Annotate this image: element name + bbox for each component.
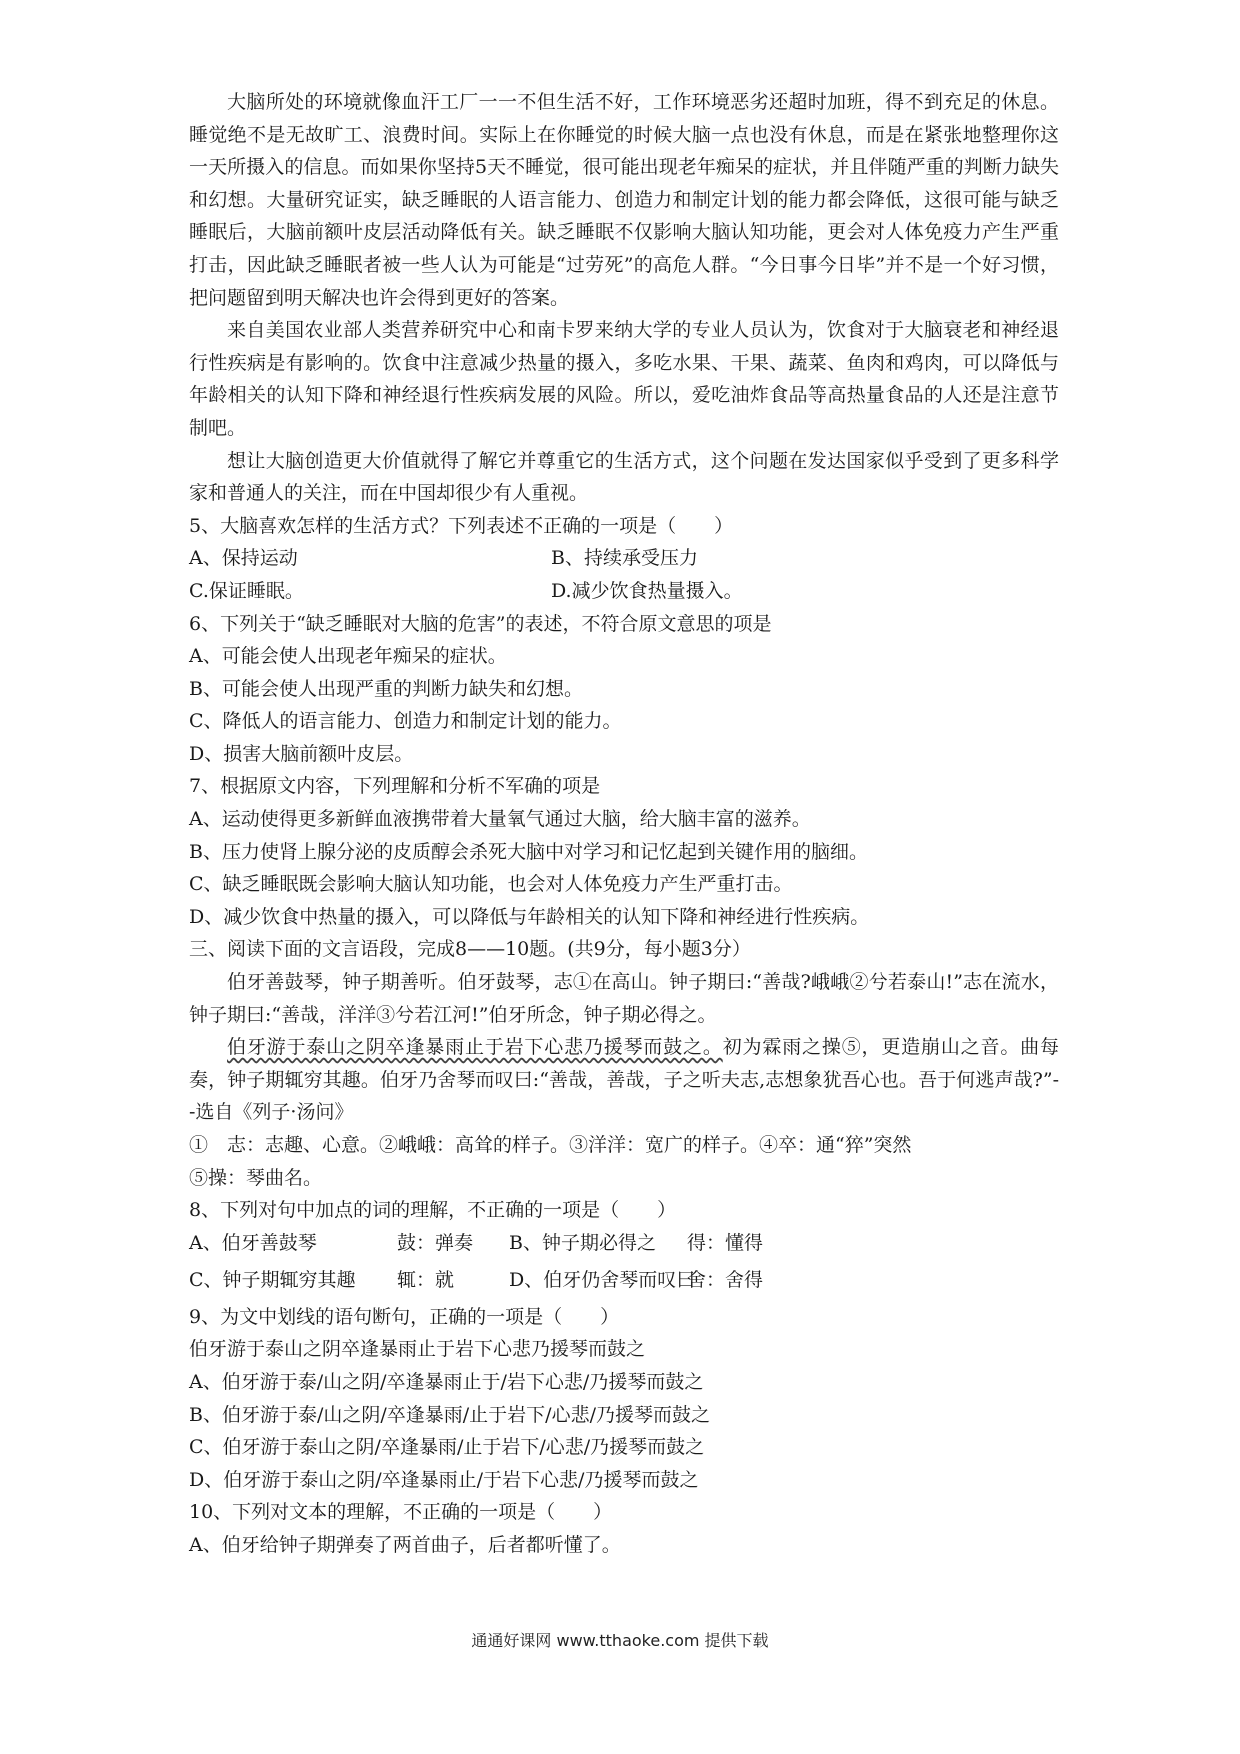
passage-paragraph-2: 来自美国农业部人类营养研究中心和南卡罗来纳大学的专业人员认为，饮食对于大脑衰老和神经退行性疾病是有影响的。饮食中注意减少热量的摄入，多吃水果、干果、蔬菜、鱼肉和鸡肉，可以降低与年龄相关的认知下降和神经退行性疾病发展的风险。所以，爱吃油炸食品等高热量食品的人还是注意节制吧。 [189,319,1059,439]
question-8-option-a-gloss: 鼓：弹奏 [397,1231,474,1254]
question-9-option-b: B、伯牙游于泰/山之阴/卒逢暴雨/止于岩下/心悲/乃援琴而鼓之 [189,1403,710,1426]
question-8-option-d: D、伯牙仍舍琴而叹曰 [509,1268,696,1291]
question-9-sentence: 伯牙游于泰山之阴卒逢暴雨止于岩下心悲乃援琴而鼓之 [189,1338,646,1361]
question-8-stem: 8、下列对句中加点的词的理解，不正确的一项是（ ） [189,1199,677,1222]
question-5-stem: 5、大脑喜欢怎样的生活方式？下列表述不正确的一项是（ ） [189,514,734,537]
question-6-option-d: D、损害大脑前额叶皮层。 [189,742,414,765]
question-10-stem: 10、下列对文本的理解，不正确的一项是（ ） [189,1501,613,1524]
question-8-options-row-1 [189,1227,1059,1264]
question-5-option-c: C.保证睡眠。 [189,579,304,602]
question-6-option-a: A、可能会使人出现老年痴呆的症状。 [189,645,507,668]
question-8-option-c: C、钟子期辄穷其趣 [189,1268,356,1291]
question-5-options-row-2 [189,575,1059,608]
annotations-line-1: ① 志：志趣、心意。②峨峨：高耸的样子。③洋洋：宽广的样子。④卒：通“猝”突然 [189,1134,912,1156]
question-5-options-row-1 [189,542,1059,575]
question-8-option-b-gloss: 得：懂得 [687,1231,764,1254]
classical-paragraph-1: 伯牙善鼓琴，钟子期善听。伯牙鼓琴，志①在高山。钟子期曰:“善哉?峨峨②兮若泰山!”志在流水，钟子期曰:“善哉，洋洋③兮若江河!”伯牙所念，钟子期必得之。 [189,971,1059,1026]
question-8-option-a: A、伯牙善鼓琴 [189,1231,317,1254]
document-body [189,86,1059,1562]
underlined-sentence: 伯牙游于泰山之阴卒逢暴雨止于岩下心悲乃援琴而鼓之。 [227,1036,723,1059]
question-9-stem: 9、为文中划线的语句断句，正确的一项是（ ） [189,1305,620,1328]
question-6-stem: 6、下列关于“缺乏睡眠对大脑的危害”的表述，不符合原文意思的项是 [189,612,772,635]
question-9-option-a: A、伯牙游于泰/山之阴/卒逢暴雨止于/岩下心悲/乃援琴而鼓之 [189,1370,704,1393]
question-5-option-d: D.减少饮食热量摄入。 [551,579,743,602]
question-9-option-d: D、伯牙游于泰山之阴/卒逢暴雨止/于岩下心悲/乃援琴而鼓之 [189,1468,699,1491]
question-8-option-c-gloss: 辄：就 [397,1268,455,1291]
question-9-option-c: C、伯牙游于泰山之阴/卒逢暴雨/止于岩下/心悲/乃援琴而鼓之 [189,1436,705,1459]
page-footer: 通通好课网 www.tthaoke.com 提供下载 [471,1631,769,1650]
annotations-line-2: ⑤操：琴曲名。 [189,1166,323,1189]
question-8-option-d-gloss: 舍：舍得 [687,1268,764,1291]
section-3-heading: 三、阅读下面的文言语段，完成8——10题。(共9分，每小题3分） [189,938,751,961]
question-8-option-b: B、钟子期必得之 [509,1231,656,1254]
question-6-option-c: C、降低人的语言能力、创造力和制定计划的能力。 [189,710,622,733]
passage-paragraph-3: 想让大脑创造更大价值就得了解它并尊重它的生活方式，这个问题在发达国家似乎受到了更多科学家和普通人的关注，而在中国却很少有人重视。 [189,449,1059,505]
question-7-option-b: B、压力使肾上腺分泌的皮质醇会杀死大脑中对学习和记忆起到关键作用的脑细。 [189,840,868,863]
classical-paragraph-2 [189,1031,1059,1129]
question-8-options-row-2 [189,1264,1059,1301]
question-5-option-b: B、持续承受压力 [551,547,698,570]
question-6-option-b: B、可能会使人出现严重的判断力缺失和幻想。 [189,677,583,700]
passage-paragraph-1: 大脑所处的环境就像血汗工厂一一不但生活不好，工作环境恶劣还超时加班，得不到充足的休息。睡觉绝不是无故旷工、浪费时间。实际上在你睡觉的时候大脑一点也没有休息，而是在紧张地整理你这一天所摄入的信息。而如果你坚持5天不睡觉，很可能出现老年痴呆的症状，并且伴随严重的判断力缺失和幻想。大量研究证实，缺乏睡眠的人语言能力、创造力和制定计划的能力都会降低，这很可能与缺乏睡眠后，大脑前额叶皮层活动降低有关。缺乏睡眠不仅影响大脑认知功能，更会对人体免疫力产生严重打击，因此缺乏睡眠者被一些人认为可能是“过劳死”的高危人群。“今日事今日毕”并不是一个好习惯，把问题留到明天解决也许会得到更好的答案。 [189,91,1059,309]
question-7-stem: 7、根据原文内容，下列理解和分析不军确的项是 [189,775,601,798]
question-7-option-a: A、运动使得更多新鲜血液携带着大量氧气通过大脑，给大脑丰富的滋养。 [189,808,811,831]
question-7-option-c: C、缺乏睡眠既会影响大脑认知功能，也会对人体免疫力产生严重打击。 [189,873,793,896]
question-10-option-a: A、伯牙给钟子期弹奏了两首曲子，后者都听懂了。 [189,1533,621,1556]
question-5-option-a: A、保持运动 [189,547,298,570]
classical-paragraph-2-rest: 初为霖雨之操⑤，更造崩山之音。曲每奏，钟子期辄穷其趣。伯牙乃舍琴而叹曰:“善哉，善哉，子之听夫志,志想象犹吾心也。吾于何逃声哉?”--选自《列子·汤问》 [189,1036,1059,1124]
question-7-option-d: D、减少饮食中热量的摄入，可以降低与年龄相关的认知下降和神经进行性疾病。 [189,905,870,928]
